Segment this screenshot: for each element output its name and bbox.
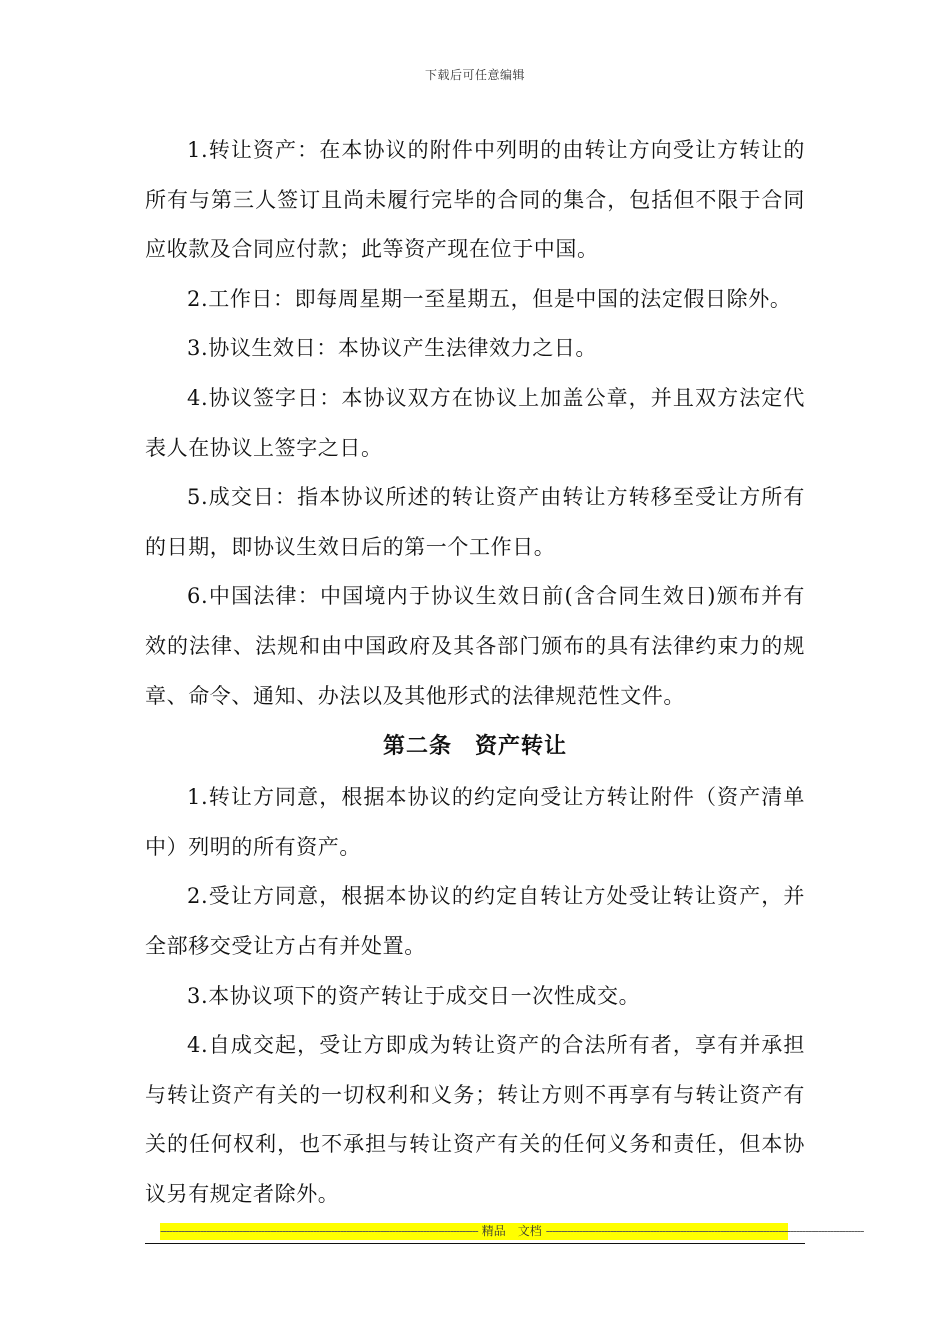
footer-label: 精品 文档	[481, 1224, 542, 1238]
paragraph: 5.成交日：指本协议所述的转让资产由转让方转移至受让方所有的日期，即协议生效日后的第一个工作日。	[145, 485, 805, 559]
paragraph: 2.受让方同意，根据本协议的约定自转让方处受让转让资产，并全部移交受让方占有并处置。	[145, 884, 805, 958]
footer-banner	[160, 1223, 864, 1240]
paragraph: 1.转让方同意，根据本协议的约定向受让方转让附件（资产清单中）列明的所有资产。	[145, 785, 805, 859]
section-heading: 第二条 资产转让	[382, 734, 567, 760]
paragraph: 1.转让资产：在本协议的附件中列明的由转让方向受让方转让的所有与第三人签订且尚未履行完毕的合同的集合，包括但不限于合同应收款及合同应付款；此等资产现在位于中国。	[145, 138, 805, 262]
footer-dash-left: --------------------------------------------------------------------------------------------------------	[160, 1224, 478, 1238]
paragraph: 4.协议签字日：本协议双方在协议上加盖公章，并且双方法定代表人在协议上签字之日。	[145, 385, 805, 460]
footer-dash-right: --------------------------------------------------------------------------------------------------------	[545, 1224, 864, 1238]
paragraph: 3.协议生效日：本协议产生法律效力之日。	[187, 336, 598, 361]
paragraph: 4.自成交起，受让方即成为转让资产的合法所有者，享有并承担与转让资产有关的一切权利和义务；转让方则不再享有与转让资产有关的任何权利，也不承担与转让资产有关的任何义务和责任，但本协议另有规定者除外。	[145, 1033, 805, 1206]
footer-divider	[145, 1243, 805, 1244]
paragraph: 6.中国法律：中国境内于协议生效日前(含合同生效日)颁布并有效的法律、法规和由中国政府及其各部门颁布的具有法律约束力的规章、命令、通知、办法以及其他形式的法律规范性文件。	[145, 584, 805, 708]
document-body	[145, 126, 805, 1219]
paragraph: 2.工作日：即每周星期一至星期五，但是中国的法定假日除外。	[187, 286, 792, 311]
header-note: 下载后可任意编辑	[424, 68, 525, 82]
paragraph: 3.本协议项下的资产转让于成交日一次性成交。	[187, 983, 641, 1008]
